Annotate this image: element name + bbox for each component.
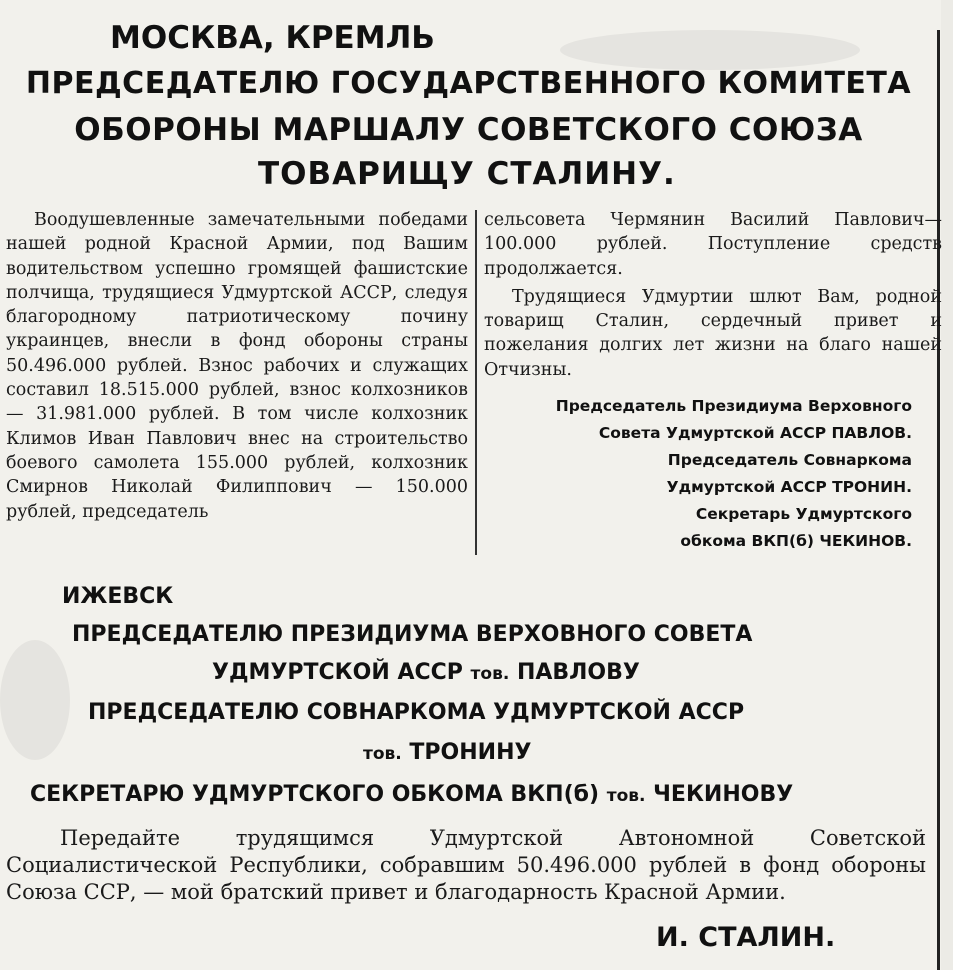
signature-block bbox=[500, 501, 912, 555]
reply-addressee-2: УДМУРТСКОЙ АССР тов. ПАВЛОВУ bbox=[212, 660, 640, 685]
signature-name: Совета Удмуртской АССР ПАВЛОВ. bbox=[598, 424, 912, 442]
signature-title: Председатель Совнаркома bbox=[667, 451, 912, 469]
reply-addressee-5: СЕКРЕТАРЮ УДМУРТСКОГО ОБКОМА ВКП(б) тов. ЧЕКИНОВУ bbox=[30, 782, 794, 807]
reply-addressee-1: ПРЕДСЕДАТЕЛЮ ПРЕЗИДИУМА ВЕРХОВНОГО СОВЕТА bbox=[72, 622, 753, 647]
reply-addressee-3: ПРЕДСЕДАТЕЛЮ СОВНАРКОМА УДМУРТСКОЙ АССР bbox=[88, 700, 745, 725]
adjacent-column-edge bbox=[941, 0, 953, 970]
letter-paragraph: сельсовета Чермянин Василий Павлович— 100.000 рублей. Поступление средств продолжается. bbox=[484, 210, 942, 279]
signature-title: Секретарь Удмуртского bbox=[695, 505, 912, 523]
signature-name: Удмуртской АССР ТРОНИН. bbox=[666, 478, 912, 496]
column-divider-right bbox=[937, 30, 940, 970]
reply-body: Передайте трудящимся Удмуртской Автономной Советской Социалистической Республики, собравшим 50.496.000 рублей в фонд обороны Союза ССР, — мой братский привет и благодарность Красной Армии. bbox=[6, 826, 926, 904]
dateline-moscow: МОСКВА, КРЕМЛЬ bbox=[110, 20, 435, 56]
reply-signature: И. СТАЛИН. bbox=[656, 922, 836, 953]
signature-title: Председатель Президиума Верховного bbox=[555, 397, 912, 415]
signature-block bbox=[500, 447, 912, 501]
addressee-line-1: ПРЕДСЕДАТЕЛЮ ГОСУДАРСТВЕННОГО КОМИТЕТА bbox=[25, 66, 912, 101]
print-smudge bbox=[560, 30, 860, 70]
addressee-line-3: ТОВАРИЩУ СТАЛИНУ. bbox=[258, 156, 676, 192]
signature-name: обкома ВКП(б) ЧЕКИНОВ. bbox=[680, 532, 912, 550]
signature-block bbox=[500, 393, 912, 447]
letter-right-column bbox=[484, 208, 942, 382]
dateline-izhevsk: ИЖЕВСК bbox=[62, 584, 174, 609]
reply-addressee-4: тов. ТРОНИНУ bbox=[363, 740, 532, 765]
addressee-line-2: ОБОРОНЫ МАРШАЛУ СОВЕТСКОГО СОЮЗА bbox=[74, 112, 863, 148]
letter-paragraph: Трудящиеся Удмуртии шлют Вам, родной товарищ Сталин, сердечный привет и пожелания долгих лет жизни на благо нашей Отчизны. bbox=[484, 286, 942, 380]
column-divider bbox=[475, 210, 477, 555]
print-smudge bbox=[0, 640, 70, 760]
letter-left-column: Воодушевленные замечательными победами нашей родной Красной Армии, под Вашим водительством успешно громящей фашистские полчища, трудящиеся Удмуртской АССР, следуя благородному патриотическому почину украинцев, внесли в фонд обороны страны 50.496.000 рублей. Взнос рабочих и служащих составил 18.515.000 рублей, взнос колхозников— 31.981.000 рублей. В том числе колхозник Климов Иван Павлович внес на строительство боевого самолета 155.000 рублей, колхозник Смирнов Николай Филиппович — 150.000 рублей, председатель bbox=[6, 210, 468, 522]
